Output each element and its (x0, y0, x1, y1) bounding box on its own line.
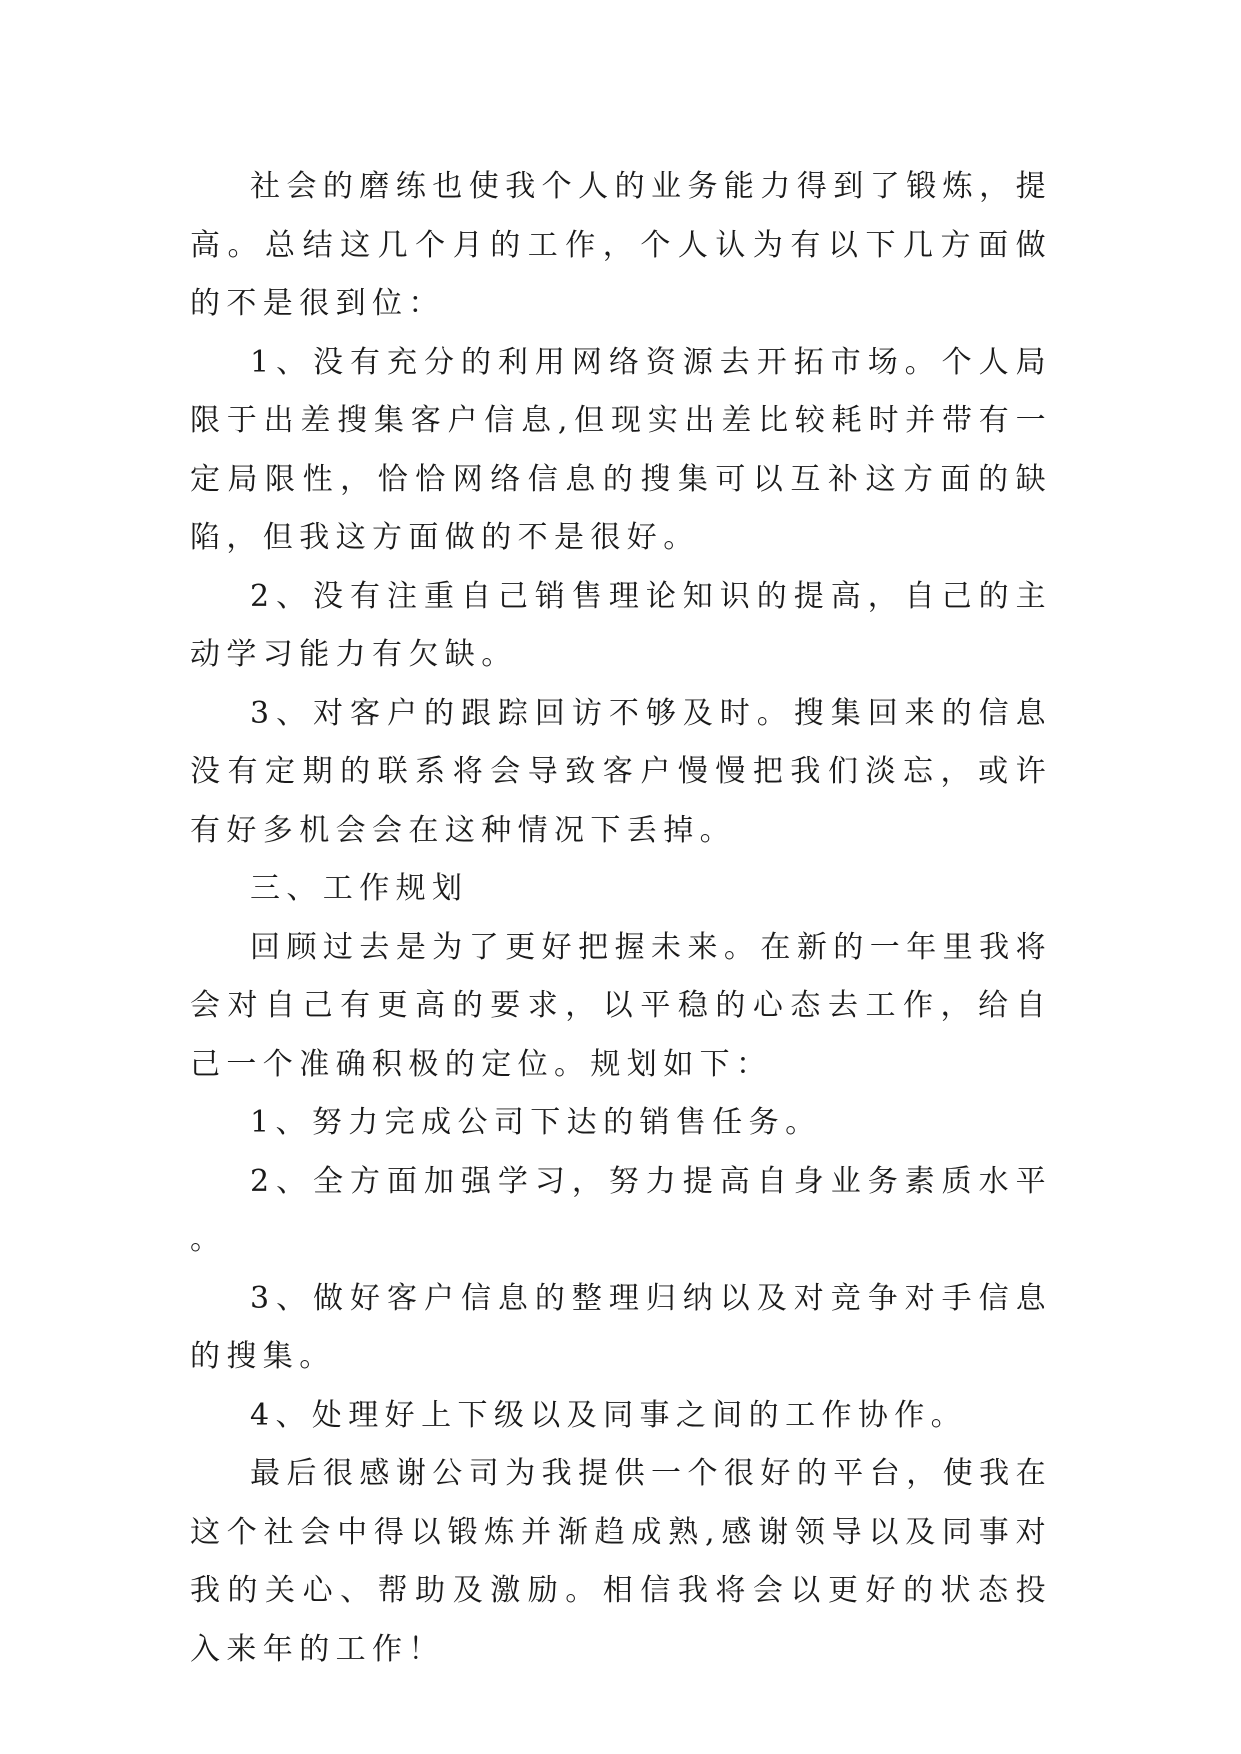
paragraph-item-1: 1、没有充分的利用网络资源去开拓市场。个人局限于出差搜集客户信息,但现实出差比较耗时并带有一定局限性，恰恰网络信息的搜集可以互补这方面的缺陷，但我这方面做的不是很好。 (190, 344, 1052, 555)
plan-item-1: 1、努力完成公司下达的销售任务。 (250, 1105, 822, 1140)
document-body (190, 158, 1052, 1679)
paragraph-item-3: 3、对客户的跟踪回访不够及时。搜集回来的信息没有定期的联系将会导致客户慢慢把我们淡忘，或许有好多机会会在这种情况下丢掉。 (190, 695, 1052, 848)
plan-item-3: 3、做好客户信息的整理归纳以及对竞争对手信息的搜集。 (190, 1280, 1052, 1374)
plan-item-2: 2、全方面加强学习，努力提高自身业务素质水平。 (190, 1163, 1052, 1257)
paragraph-intro: 社会的磨练也使我个人的业务能力得到了锻炼，提高。总结这几个月的工作，个人认为有以下几方面做的不是很到位： (190, 169, 1052, 321)
paragraph-item-2: 2、没有注重自己销售理论知识的提高，自己的主动学习能力有欠缺。 (190, 578, 1052, 672)
paragraph-closing: 最后很感谢公司为我提供一个很好的平台，使我在这个社会中得以锻炼并渐趋成熟,感谢领导以及同事对我的关心、帮助及激励。相信我将会以更好的状态投入来年的工作！ (190, 1456, 1052, 1667)
section-heading: 三、工作规划 (250, 871, 469, 906)
plan-item-4: 4、处理好上下级以及同事之间的工作协作。 (250, 1397, 968, 1433)
paragraph-plan-intro: 回顾过去是为了更好把握未来。在新的一年里我将会对自己有更高的要求，以平稳的心态去工作，给自己一个准确积极的定位。规划如下： (190, 929, 1052, 1082)
